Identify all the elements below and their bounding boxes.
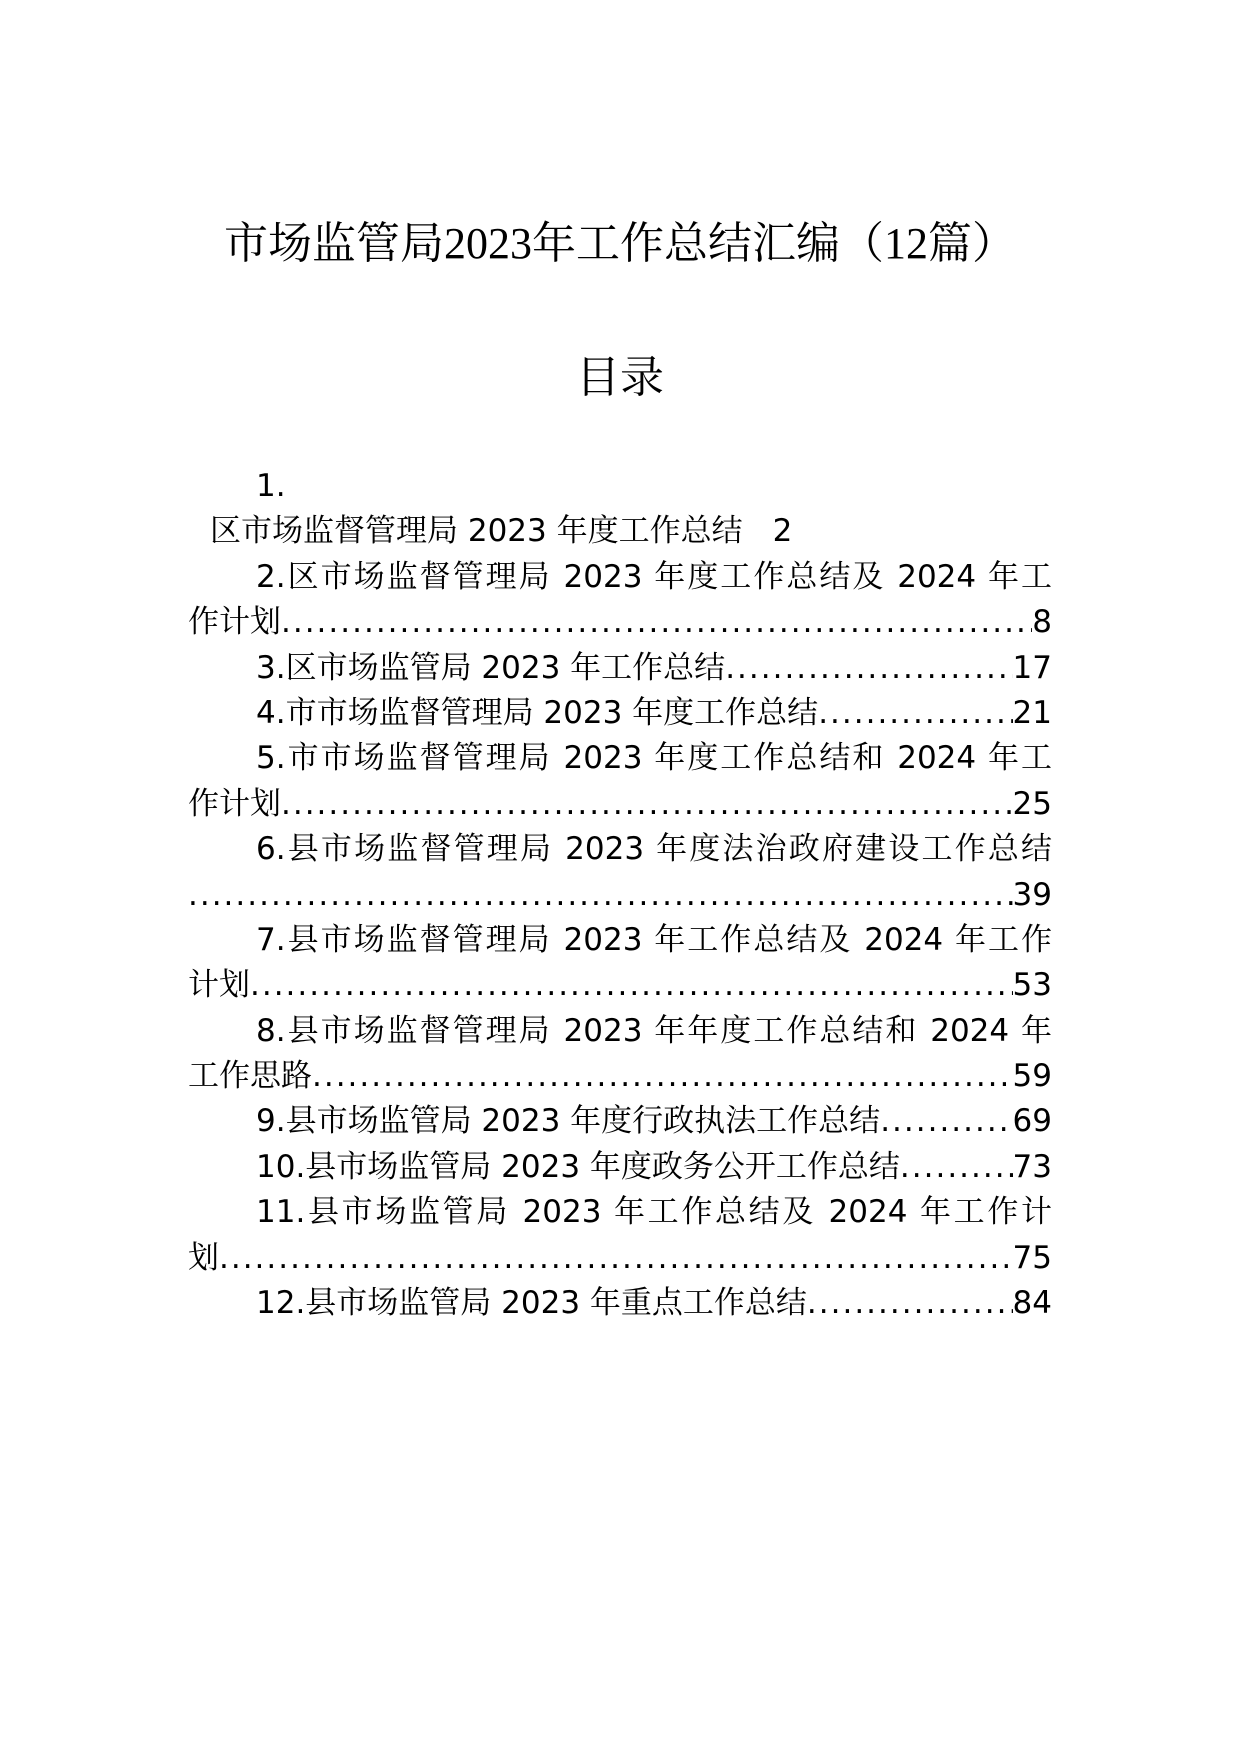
toc-item-12-page: 84	[1012, 1285, 1052, 1322]
dot-leader	[250, 963, 1013, 1008]
toc-item-3[interactable]	[188, 646, 1052, 691]
dot-leader	[219, 1236, 1013, 1281]
toc-item-8-line-1[interactable]: 8.县市场监督管理局 2023 年年度工作总结和 2024 年	[256, 1012, 1052, 1049]
dot-leader	[188, 873, 1013, 918]
dot-leader	[818, 691, 1012, 736]
toc-item-6-line-1[interactable]: 6.县市场监督管理局 2023 年度法治政府建设工作总结	[256, 831, 1052, 868]
toc-item-8-page: 59	[1012, 1058, 1052, 1095]
toc-item-8-line-2[interactable]	[188, 1054, 1052, 1099]
toc-item-8-label-cont: 工作思路	[188, 1058, 312, 1095]
dot-leader	[281, 782, 1013, 827]
toc-item-3-page: 17	[1012, 649, 1052, 686]
toc-item-7-line-2[interactable]	[188, 963, 1052, 1008]
table-of-contents	[188, 464, 1052, 1326]
toc-item-1-label: 区市场监督管理局 2023 年度工作总结	[210, 513, 743, 550]
toc-item-11-label-cont: 划	[188, 1239, 219, 1276]
dot-leader	[312, 1054, 1013, 1099]
toc-heading: 目录	[576, 352, 664, 403]
toc-item-5-page: 25	[1012, 785, 1052, 822]
dot-leader	[281, 600, 1032, 645]
toc-item-10-page: 73	[1012, 1148, 1052, 1185]
toc-item-5-line-1[interactable]: 5.市市场监督管理局 2023 年度工作总结和 2024 年工	[256, 740, 1052, 777]
toc-item-3-label: 3.区市场监管局 2023 年工作总结	[256, 649, 726, 686]
toc-item-7-page: 53	[1012, 967, 1052, 1004]
toc-item-4-label: 4.市市场监督管理局 2023 年度工作总结	[256, 694, 819, 731]
dot-leader	[725, 646, 1012, 691]
toc-item-11-page: 75	[1012, 1239, 1052, 1276]
toc-item-2-page: 8	[1032, 604, 1052, 641]
toc-item-5-line-2[interactable]	[188, 782, 1052, 827]
dot-leader	[900, 1145, 1013, 1190]
toc-item-1-number[interactable]: 1.	[256, 468, 286, 504]
title-part-3: 篇）	[928, 218, 1016, 269]
toc-item-10[interactable]	[188, 1145, 1052, 1190]
toc-item-11-line-2[interactable]	[188, 1236, 1052, 1281]
title-year: 2023	[444, 219, 532, 268]
title-part-2: 年工作总结汇编（	[532, 218, 884, 269]
toc-item-12-label: 12.县市场监管局 2023 年重点工作总结	[256, 1285, 807, 1322]
dot-leader	[807, 1281, 1013, 1326]
toc-item-1[interactable]	[188, 509, 1052, 554]
toc-item-2-line-1[interactable]: 2.区市场监督管理局 2023 年度工作总结及 2024 年工	[256, 558, 1052, 595]
toc-item-2-label-cont: 作计划	[188, 604, 281, 641]
toc-item-10-label: 10.县市场监管局 2023 年度政务公开工作总结	[256, 1148, 900, 1185]
toc-item-9-page: 69	[1012, 1103, 1052, 1140]
toc-item-6-page: 39	[1012, 876, 1052, 913]
toc-item-4-page: 21	[1012, 694, 1052, 731]
toc-item-4[interactable]	[188, 691, 1052, 736]
toc-item-5-label-cont: 作计划	[188, 785, 281, 822]
document-title	[0, 214, 1240, 274]
toc-item-2-line-2[interactable]	[188, 600, 1052, 645]
toc-item-12[interactable]	[188, 1281, 1052, 1326]
dot-leader	[880, 1099, 1012, 1144]
toc-item-9-label: 9.县市场监管局 2023 年度行政执法工作总结	[256, 1103, 881, 1140]
toc-item-9[interactable]	[188, 1099, 1052, 1144]
toc-item-11-line-1[interactable]: 11.县市场监管局 2023 年工作总结及 2024 年工作计	[256, 1194, 1052, 1231]
toc-item-6-line-2[interactable]	[188, 873, 1052, 918]
toc-item-7-line-1[interactable]: 7.县市场监督管理局 2023 年工作总结及 2024 年工作	[256, 921, 1052, 958]
toc-item-7-label-cont: 计划	[188, 967, 250, 1004]
title-part-1: 市场监管局	[224, 218, 444, 269]
toc-item-1-page: 2	[772, 513, 793, 550]
title-count: 12	[884, 219, 928, 268]
